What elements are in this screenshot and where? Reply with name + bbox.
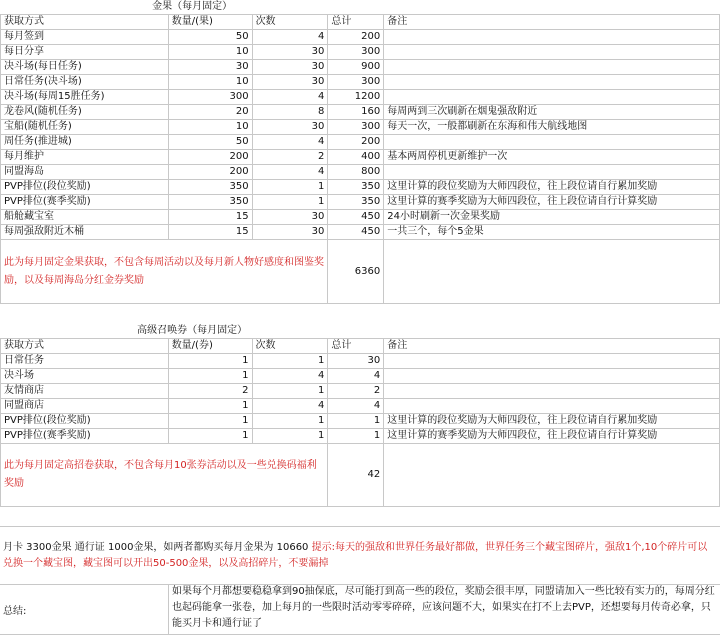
table-cell bbox=[384, 384, 720, 399]
table-cell: 50 bbox=[168, 30, 252, 45]
table-row bbox=[1, 60, 720, 75]
table-cell: 每日分享 bbox=[1, 45, 169, 60]
table-cell: 1 bbox=[252, 354, 328, 369]
monthly-card-info bbox=[3, 540, 717, 572]
table-cell: 4 bbox=[328, 399, 384, 414]
table-cell bbox=[384, 90, 720, 105]
table-cell: 决斗场(每周15胜任务) bbox=[1, 90, 169, 105]
table-row bbox=[1, 399, 720, 414]
table-cell: 200 bbox=[168, 165, 252, 180]
table-cell: 450 bbox=[328, 210, 384, 225]
table-row bbox=[1, 414, 720, 429]
gold-total: 6360 bbox=[328, 240, 384, 304]
monthly-card-text: 月卡 3300金果 通行证 1000金果，如两者都购买每月金果为 10660 bbox=[3, 542, 309, 553]
table-cell: 200 bbox=[328, 30, 384, 45]
table-cell: 50 bbox=[168, 135, 252, 150]
table-cell: 30 bbox=[252, 120, 328, 135]
monthly-tip: 提示:每天的强敌和世界任务最好都做，世界任务三个藏宝图碎片，强敌1个,10个碎片可以兑换一个藏宝图，藏宝图可以开出50-500金果，以及高招碎片，不要漏掉 bbox=[3, 542, 708, 569]
table-cell: 基本两周停机更新维护一次 bbox=[384, 150, 720, 165]
table-cell: PVP排位(赛季奖励) bbox=[1, 195, 169, 210]
table-cell: 4 bbox=[252, 165, 328, 180]
table-cell: 4 bbox=[252, 90, 328, 105]
table-row bbox=[1, 369, 720, 384]
table-cell: 每周强敌附近木桶 bbox=[1, 225, 169, 240]
gold-note: 此为每月固定金果获取，不包含每周活动以及每月新人物好感度和图鉴奖励，以及每周海岛分红金券奖励 bbox=[1, 240, 328, 304]
table-row bbox=[1, 384, 720, 399]
table-cell: 每天一次，一般都刷新在东海和伟大航线地图 bbox=[384, 120, 720, 135]
ticket-header-cell: 数量/(券) bbox=[168, 339, 252, 354]
table-row bbox=[1, 180, 720, 195]
ticket-table bbox=[0, 324, 720, 507]
table-cell: 30 bbox=[328, 354, 384, 369]
table-cell: 友情商店 bbox=[1, 384, 169, 399]
table-cell: 这里计算的段位奖励为大师四段位，往上段位请自行累加奖励 bbox=[384, 180, 720, 195]
table-cell: 350 bbox=[168, 195, 252, 210]
table-cell: 1 bbox=[252, 429, 328, 444]
table-cell: 160 bbox=[328, 105, 384, 120]
table-cell: 日常任务(决斗场) bbox=[1, 75, 169, 90]
table-cell: 这里计算的段位奖励为大师四段位，往上段位请自行累加奖励 bbox=[384, 414, 720, 429]
table-cell: 300 bbox=[168, 90, 252, 105]
table-cell: 每月维护 bbox=[1, 150, 169, 165]
table-cell: 15 bbox=[168, 210, 252, 225]
table-cell: 这里计算的赛季奖励为大师四段位，往上段位请自行计算奖励 bbox=[384, 195, 720, 210]
table-cell bbox=[384, 369, 720, 384]
table-cell: 同盟海岛 bbox=[1, 165, 169, 180]
table-cell: 周任务(推进城) bbox=[1, 135, 169, 150]
table-row bbox=[1, 90, 720, 105]
table-cell: 船舱藏宝室 bbox=[1, 210, 169, 225]
table-cell: 1 bbox=[168, 369, 252, 384]
table-row bbox=[1, 135, 720, 150]
table-cell: 1200 bbox=[328, 90, 384, 105]
table-cell: 1 bbox=[168, 354, 252, 369]
summary-label: 总结: bbox=[3, 606, 27, 617]
gold-header-cell: 数量/(果) bbox=[168, 15, 252, 30]
ticket-header-row bbox=[1, 339, 720, 354]
table-row bbox=[1, 105, 720, 120]
table-cell bbox=[384, 30, 720, 45]
table-row bbox=[1, 120, 720, 135]
table-cell: 4 bbox=[252, 399, 328, 414]
table-row bbox=[1, 165, 720, 180]
ticket-total: 42 bbox=[328, 444, 384, 507]
table-cell: PVP排位(段位奖励) bbox=[1, 180, 169, 195]
ticket-header-cell: 备注 bbox=[384, 339, 720, 354]
table-cell: 4 bbox=[328, 369, 384, 384]
table-cell: 1 bbox=[252, 414, 328, 429]
table-cell: 1 bbox=[328, 429, 384, 444]
table-row bbox=[1, 429, 720, 444]
table-cell: 200 bbox=[328, 135, 384, 150]
table-cell: 24小时刷新一次金果奖励 bbox=[384, 210, 720, 225]
table-cell: 30 bbox=[252, 60, 328, 75]
table-cell: 30 bbox=[252, 225, 328, 240]
gold-header-cell: 次数 bbox=[252, 15, 328, 30]
gold-header-row bbox=[1, 15, 720, 30]
summary-text: 如果每个月都想要稳稳拿到90抽保底，尽可能打到高一些的段位，奖励会很丰厚，同盟请加入一些比较有实力的，每周分红也起码能拿一张卷，加上每月的一些限时活动零零碎碎，应该问题不大，如果实在打不上去PVP，还想要每月传奇必拿，只能买月卡和通行证了 bbox=[168, 584, 718, 634]
summary-row bbox=[0, 584, 720, 635]
table-cell: 800 bbox=[328, 165, 384, 180]
table-cell: 决斗场(每日任务) bbox=[1, 60, 169, 75]
table-cell: 30 bbox=[168, 60, 252, 75]
table-cell: 一共三个，每个5金果 bbox=[384, 225, 720, 240]
table-cell: 每周两到三次刷新在烟鬼强敌附近 bbox=[384, 105, 720, 120]
table-cell bbox=[384, 135, 720, 150]
table-cell: 日常任务 bbox=[1, 354, 169, 369]
table-cell: 2 bbox=[252, 150, 328, 165]
table-cell: 龙卷风(随机任务) bbox=[1, 105, 169, 120]
table-cell: 2 bbox=[328, 384, 384, 399]
table-cell: 4 bbox=[252, 30, 328, 45]
table-cell: PVP排位(赛季奖励) bbox=[1, 429, 169, 444]
table-cell bbox=[384, 60, 720, 75]
table-cell: 10 bbox=[168, 45, 252, 60]
table-cell: PVP排位(段位奖励) bbox=[1, 414, 169, 429]
table-cell: 决斗场 bbox=[1, 369, 169, 384]
ticket-header-cell: 获取方式 bbox=[1, 339, 169, 354]
table-cell: 1 bbox=[252, 180, 328, 195]
table-cell: 1 bbox=[328, 414, 384, 429]
table-row bbox=[1, 210, 720, 225]
table-cell: 1 bbox=[252, 384, 328, 399]
table-cell: 同盟商店 bbox=[1, 399, 169, 414]
table-cell: 10 bbox=[168, 120, 252, 135]
table-row bbox=[1, 225, 720, 240]
gold-header-cell: 备注 bbox=[384, 15, 720, 30]
table-cell bbox=[384, 75, 720, 90]
table-row bbox=[1, 75, 720, 90]
table-row bbox=[1, 195, 720, 210]
table-cell: 这里计算的赛季奖励为大师四段位，往上段位请自行计算奖励 bbox=[384, 429, 720, 444]
ticket-header-cell: 总计 bbox=[328, 339, 384, 354]
table-cell bbox=[384, 354, 720, 369]
table-cell: 每月签到 bbox=[1, 30, 169, 45]
table-cell bbox=[384, 399, 720, 414]
table-cell: 15 bbox=[168, 225, 252, 240]
table-cell: 30 bbox=[252, 210, 328, 225]
table-cell bbox=[384, 45, 720, 60]
table-cell: 1 bbox=[168, 429, 252, 444]
table-cell: 200 bbox=[168, 150, 252, 165]
table-cell: 900 bbox=[328, 60, 384, 75]
table-cell: 350 bbox=[168, 180, 252, 195]
table-row bbox=[1, 354, 720, 369]
table-cell: 10 bbox=[168, 75, 252, 90]
table-cell: 8 bbox=[252, 105, 328, 120]
table-row bbox=[1, 30, 720, 45]
table-cell: 300 bbox=[328, 120, 384, 135]
gold-header-cell: 总计 bbox=[328, 15, 384, 30]
ticket-title: 高级召唤券（每月固定） bbox=[137, 325, 248, 336]
ticket-header-cell: 次数 bbox=[252, 339, 328, 354]
table-cell: 300 bbox=[328, 45, 384, 60]
gold-header-cell: 获取方式 bbox=[1, 15, 169, 30]
table-cell: 350 bbox=[328, 195, 384, 210]
table-cell: 1 bbox=[168, 414, 252, 429]
table-cell: 宝船(随机任务) bbox=[1, 120, 169, 135]
table-cell: 4 bbox=[252, 135, 328, 150]
gold-title: 金果（每月固定） bbox=[152, 1, 233, 12]
table-cell: 1 bbox=[168, 399, 252, 414]
table-cell: 300 bbox=[328, 75, 384, 90]
table-cell: 350 bbox=[328, 180, 384, 195]
table-cell: 4 bbox=[252, 369, 328, 384]
table-cell: 30 bbox=[252, 45, 328, 60]
table-cell: 1 bbox=[252, 195, 328, 210]
table-row bbox=[1, 45, 720, 60]
table-cell: 2 bbox=[168, 384, 252, 399]
table-cell: 450 bbox=[328, 225, 384, 240]
table-cell: 20 bbox=[168, 105, 252, 120]
table-cell: 400 bbox=[328, 150, 384, 165]
ticket-note: 此为每月固定高招卷获取，不包含每月10张券活动以及一些兑换码福利奖励 bbox=[1, 444, 328, 507]
table-row bbox=[1, 150, 720, 165]
table-cell: 30 bbox=[252, 75, 328, 90]
table-cell bbox=[384, 165, 720, 180]
